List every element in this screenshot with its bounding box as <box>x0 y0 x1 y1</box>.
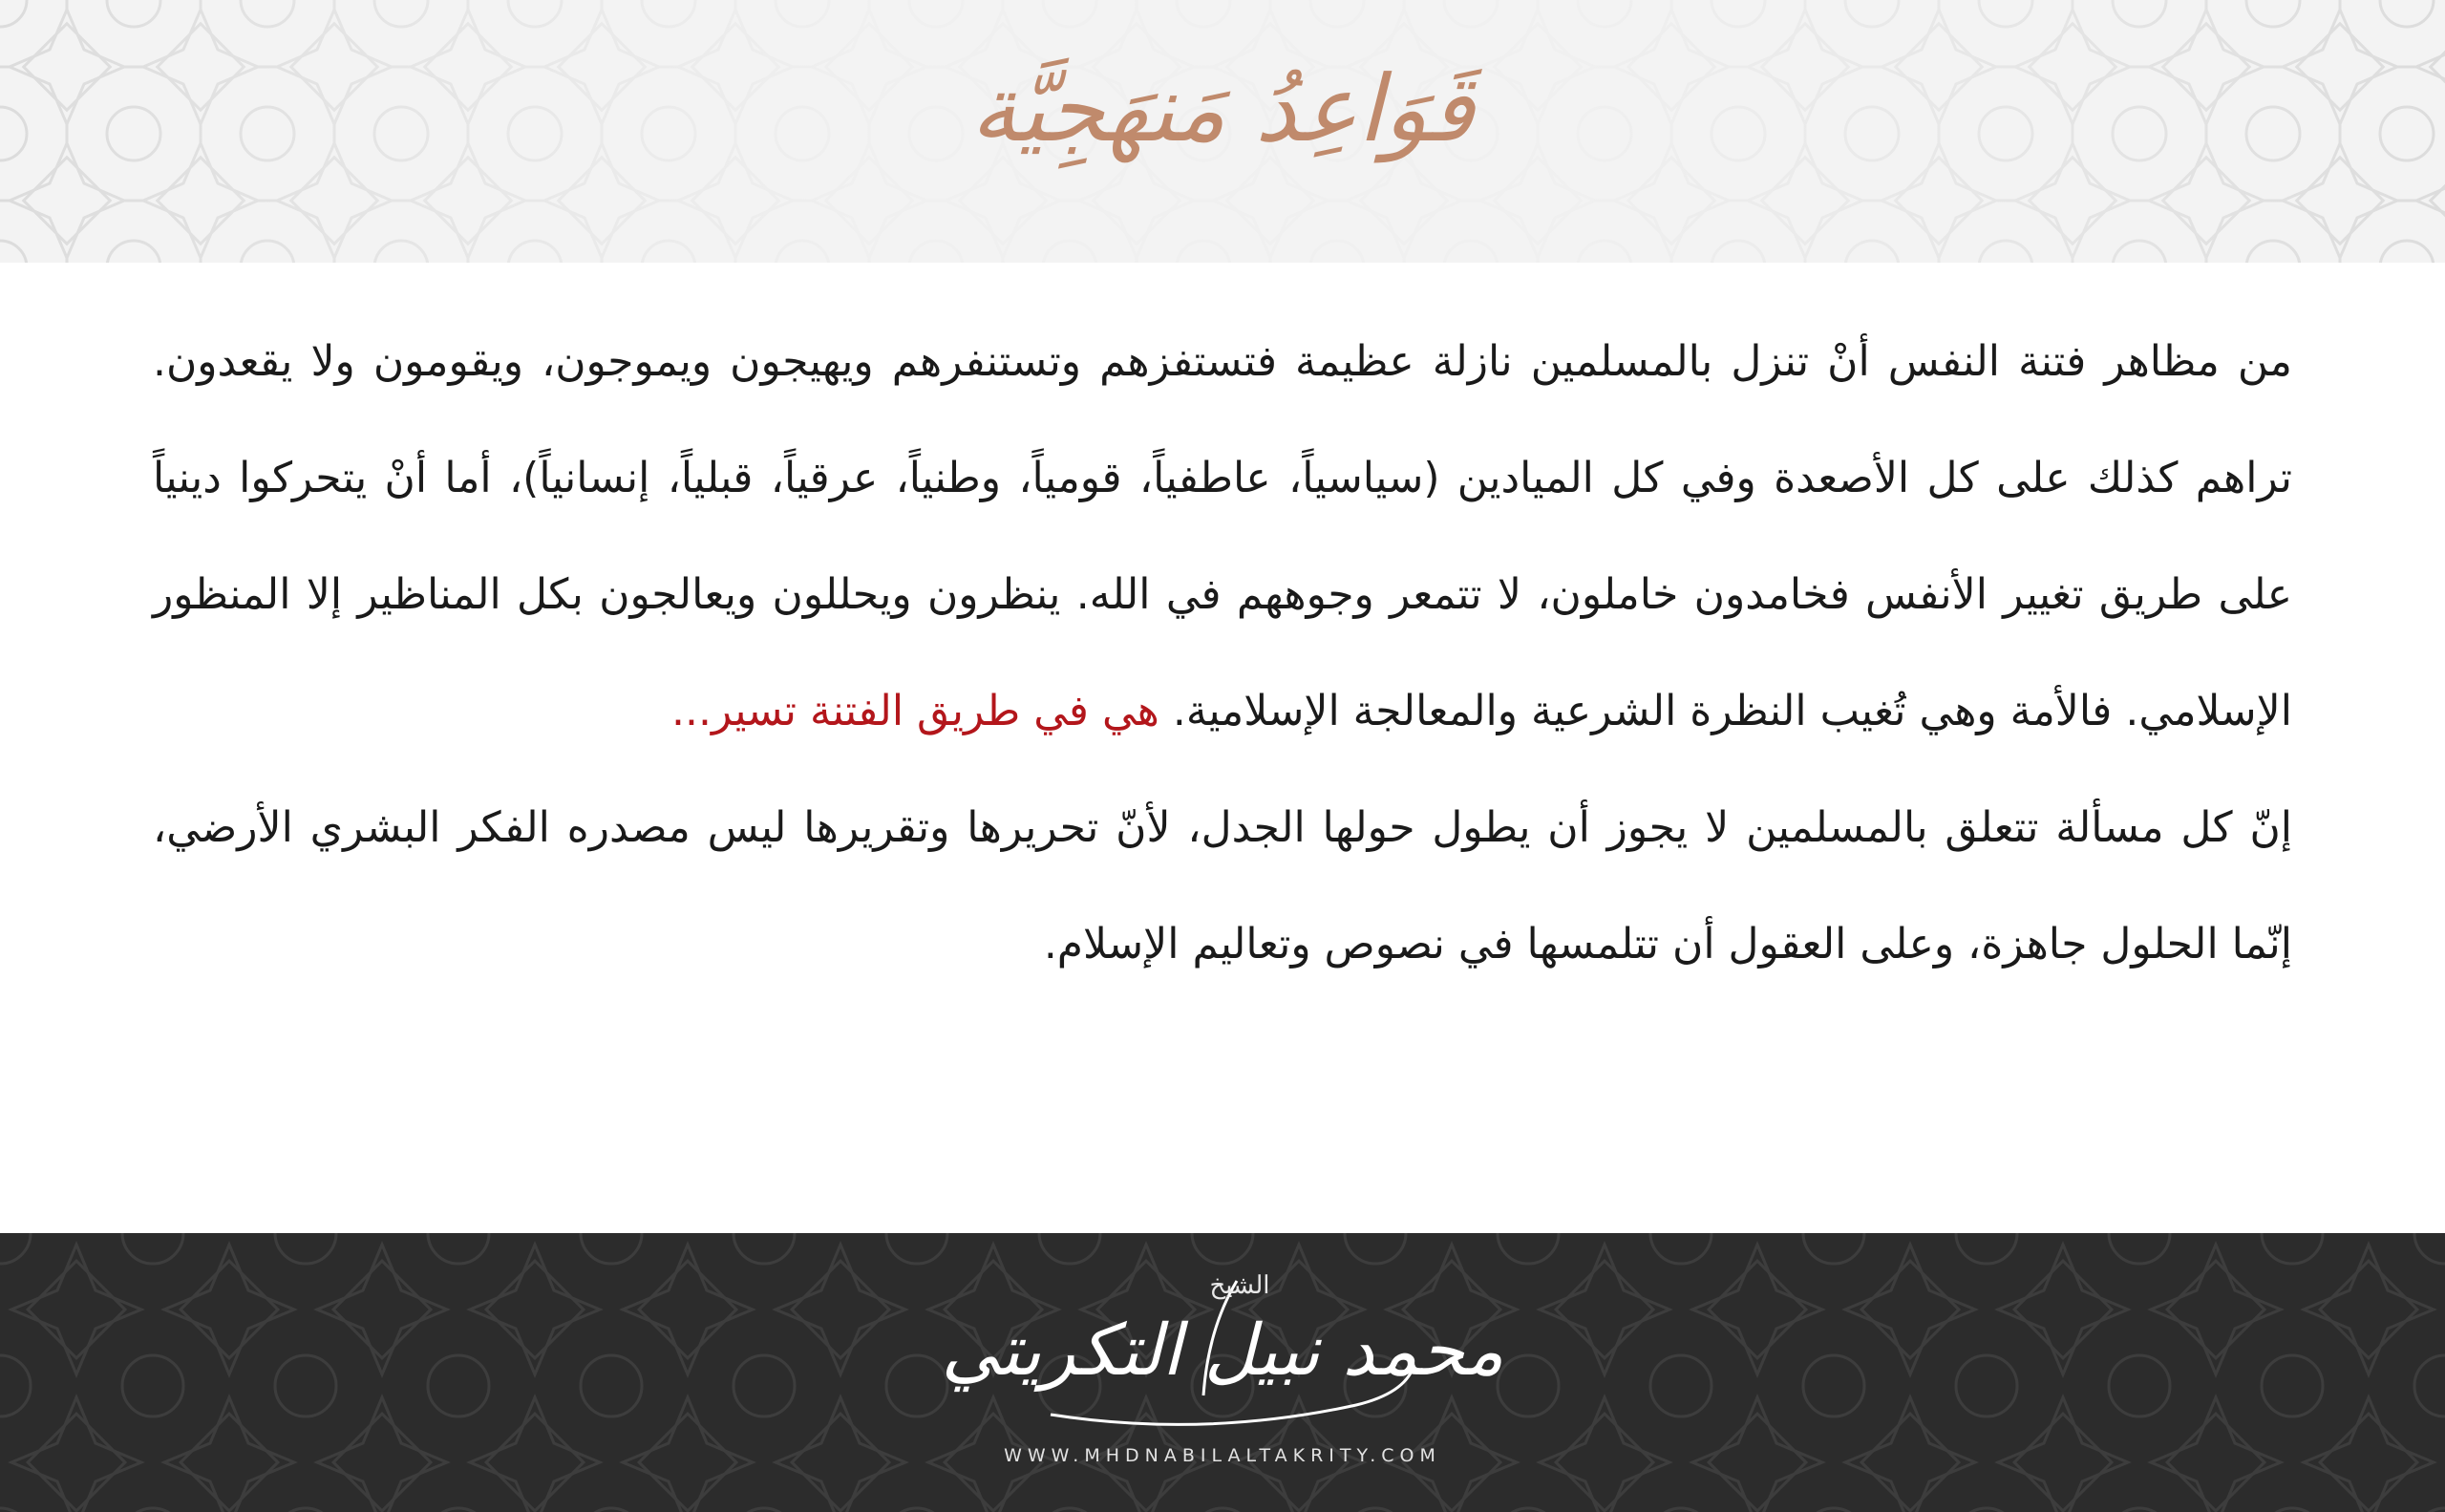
paragraph-1-highlight: هي في طريق الفتنة تسير... <box>671 687 1159 735</box>
footer-banner <box>0 1233 2445 1512</box>
paragraph-1 <box>153 304 2292 770</box>
main-content <box>153 304 2292 1003</box>
paragraph-2-text: إنّ كل مسألة تتعلق بالمسلمين لا يجوز أن يطول حولها الجدل، لأنّ تحريرها وتقريرها ليس مصدره الفكر البشري الأرضي، إنّما الحلول جاهزة، وعلى العقول أن تتلمسها في نصوص وتعاليم الإسلام. <box>153 803 2292 969</box>
header-banner <box>0 0 2445 263</box>
brand-title: قَوَاعِدُ مَنهَجِيَّة <box>970 55 1475 162</box>
website-url: WWW.MHDNABILALTAKRITY.COM <box>1004 1445 1441 1466</box>
signature-prefix: الشيخ <box>1209 1271 1270 1300</box>
signature-name: محمد نبيل التكريتي <box>941 1310 1504 1392</box>
paragraph-2 <box>153 770 2292 1003</box>
paragraph-1-text: من مظاهر فتنة النفس أنْ تنزل بالمسلمين نازلة عظيمة فتستفزهم وتستنفرهم ويهيجون ويموجون، ويقومون ولا يقعدون. تراهم كذلك على كل الأصعدة وفي كل الميادين (سياسياً، عاطفياً، قومياً، وطنياً، عرقياً، قبلياً، إنسانياً)، أما أنْ يتحركوا دينياً على طريق تغيير الأنفس فخامدون خاملون، لا تتمعر وجوههم في الله. ينظرون ويحللون ويعالجون بكل المناظير إلا المنظور الإسلامي. فالأمة وهي تُغيب النظرة الشرعية والمعالجة الإسلامية. <box>153 337 2292 735</box>
